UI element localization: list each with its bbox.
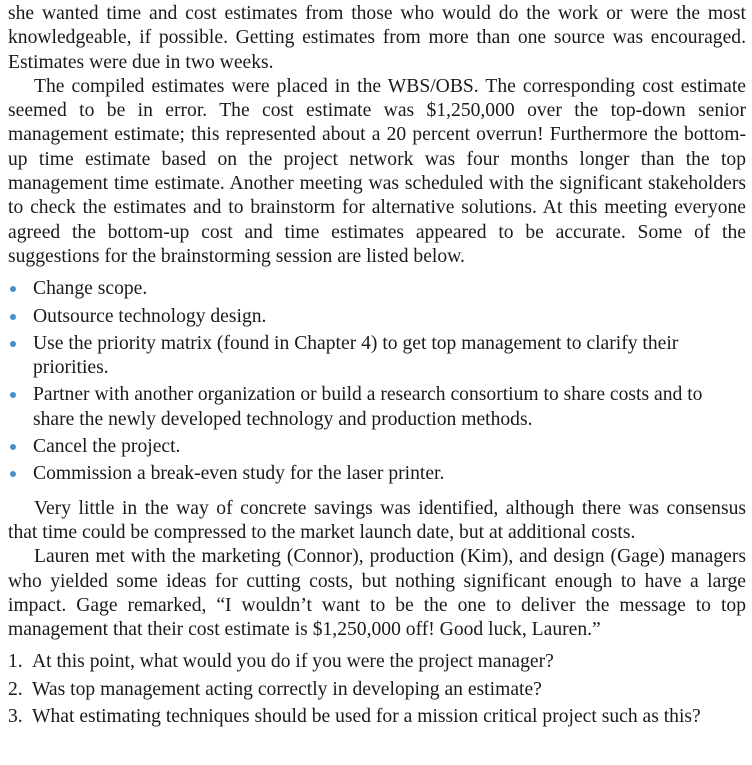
list-item: Change scope. [8, 277, 746, 301]
list-item: Use the priority matrix (found in Chapter 4) to get top management to clarify their priorities. [8, 332, 746, 381]
list-item: Commission a break-even study for the laser printer. [8, 462, 746, 486]
paragraph-lauren-meeting: Lauren met with the marketing (Connor), production (Kim), and design (Gage) managers who yielded some ideas for cutting costs, but nothing significant enough to have a large impact. Gage remarked, “I wouldn’t want to be the one to deliver the message to top management that their cost estimate is $1,250,000 off! Good luck, Lauren.” [8, 546, 746, 641]
list-item: Partner with another organization or build a research consortium to share costs and to share the newly developed technology and production methods. [8, 383, 746, 432]
bullet-icon [10, 341, 16, 347]
spacer [8, 490, 746, 497]
question-list [8, 650, 746, 729]
paragraph-consensus: Very little in the way of concrete savings was identified, although there was consensus that time could be compressed to the market launch date, but at additional costs. [8, 497, 746, 543]
question-item: 1. At this point, what would you do if you were the project manager? [8, 651, 554, 673]
bullet-icon [10, 392, 16, 398]
bullet-icon [10, 444, 16, 450]
document-page [8, 2, 746, 732]
list-item: Outsource technology design. [8, 305, 746, 329]
paragraph-intro: she wanted time and cost estimates from those who would do the work or were the most knowledgeable, if possible. Getting estimates from more than one source was encouraged. Estimates were due in two weeks. [8, 3, 746, 73]
question-item: 3. What estimating techniques should be used for a mission critical project such as this? [8, 706, 701, 728]
bullet-icon [10, 286, 16, 292]
question-item: 2. Was top management acting correctly in developing an estimate? [8, 678, 542, 700]
list-item: Cancel the project. [8, 435, 746, 459]
suggestion-list [8, 277, 746, 486]
bullet-icon [10, 314, 16, 320]
paragraph-estimates: The compiled estimates were placed in the WBS/OBS. The corresponding cost estimate seemed to be in error. The cost estimate was $1,250,000 over the top-down senior management estimate; this represented about a 20 percent overrun! Furthermore the bottom-up time estimate based on the project network was four months longer than the top management time estimate. Another meeting was scheduled with the significant stakeholders to check the estimates and to brainstorm for alternative solutions. At this meeting everyone agreed the bottom-up cost and time estimates appeared to be accurate. Some of the suggestions for the brainstorming session are listed below. [8, 75, 746, 267]
bullet-icon [10, 471, 16, 477]
